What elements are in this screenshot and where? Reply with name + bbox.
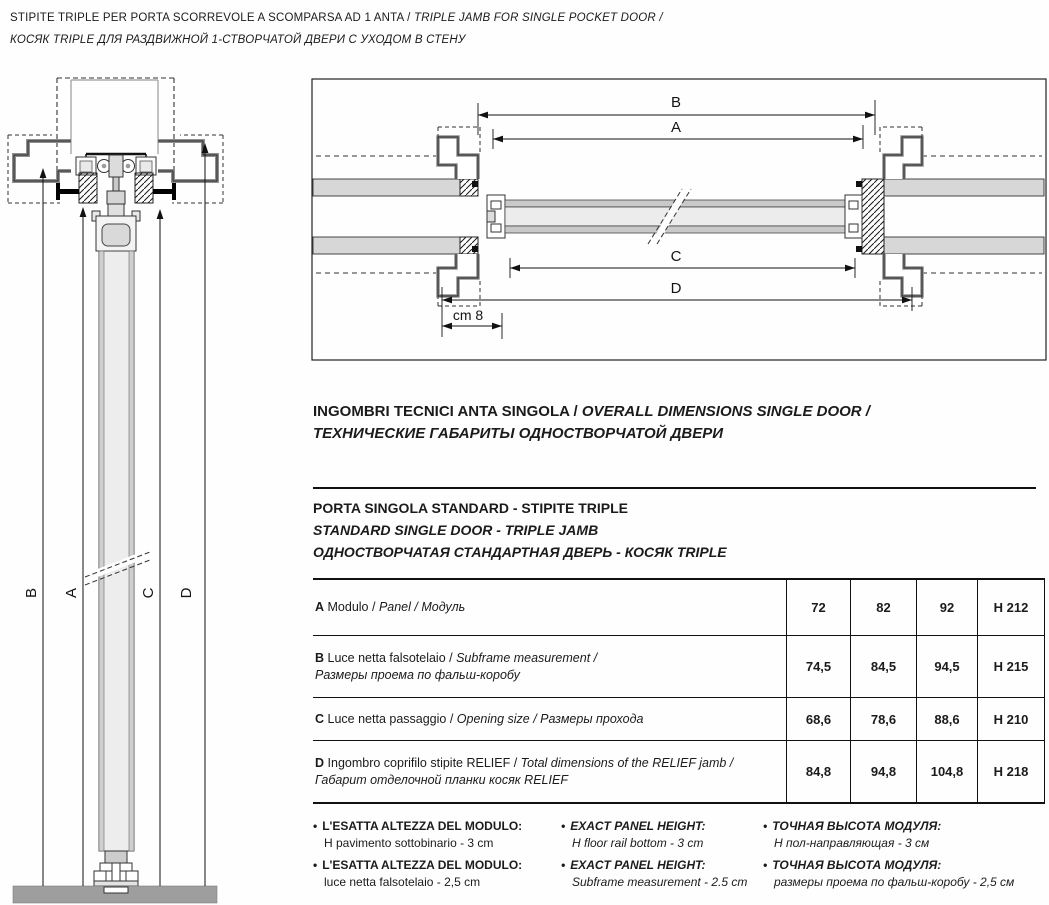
wall-right <box>862 179 1044 254</box>
dimension-label-d-vertical: D <box>178 587 195 599</box>
dimension-label-a-vertical: A <box>63 587 80 599</box>
section-heading-english: OVERALL DIMENSIONS SINGLE DOOR / <box>581 403 870 420</box>
note-item: • L'ESATTA ALTEZZA DEL MODULO: luce netta falsotelaio - 2,5 cm <box>313 857 561 891</box>
table-row <box>313 697 1045 740</box>
table-cell: 88,6 <box>916 698 977 740</box>
row-label: D Ingombro coprifilo stipite RELIEF / Total dimensions of the RELIEF jamb / Габарит отделочной планки косяк RELIEF <box>315 755 734 787</box>
jamb-left <box>438 127 480 306</box>
table-cell: 72 <box>786 580 850 635</box>
divider-rule <box>313 487 1036 489</box>
table-row <box>313 580 1045 635</box>
hatched-block-right <box>135 173 153 203</box>
table-cell: 68,6 <box>786 698 850 740</box>
note-item: • ТОЧНАЯ ВЫСОТА МОДУЛЯ: размеры проема по фальш-коробу - 2,5 см <box>763 857 1045 891</box>
table-cell: 74,5 <box>786 636 850 697</box>
table-cell: 84,5 <box>850 636 916 697</box>
table-cell: H 218 <box>977 741 1045 802</box>
dimension-label-a: A <box>670 119 682 136</box>
footnotes-italian <box>313 818 561 896</box>
note-item: • L'ESATTA ALTEZZA DEL MODULO: H pavimento sottobinario - 3 cm <box>313 818 561 852</box>
pocket-depth-label: cm 8 <box>452 307 484 323</box>
table-cell: H 215 <box>977 636 1045 697</box>
title-italian: STIPITE TRIPLE PER PORTA SCORREVOLE A SCOMPARSA AD 1 ANTA / <box>10 12 414 24</box>
hatched-block-left <box>79 173 97 203</box>
dimension-label-b-vertical: B <box>23 587 40 599</box>
table-cell: 84,8 <box>786 741 850 802</box>
note-item: • ТОЧНАЯ ВЫСОТА МОДУЛЯ: Н пол-направляющая - 3 см <box>763 818 1045 852</box>
dimension-label-d: D <box>670 280 682 297</box>
table-cell: 94,5 <box>916 636 977 697</box>
dimension-label-c-vertical: C <box>140 587 157 599</box>
table-cell: 104,8 <box>916 741 977 802</box>
section-heading <box>313 401 870 445</box>
note-item: • EXACT PANEL HEIGHT: Subframe measurement - 2.5 cm <box>561 857 763 891</box>
pocket-wall-left <box>313 179 478 254</box>
plan-view-drawing <box>310 75 1049 365</box>
subsection-heading <box>313 497 727 563</box>
note-item: • EXACT PANEL HEIGHT: H floor rail bottom - 3 cm <box>561 818 763 852</box>
subsection-heading-russian: ОДНОСТВОРЧАТАЯ СТАНДАРТНАЯ ДВЕРЬ - КОСЯК TRIPLE <box>313 544 727 560</box>
section-heading-russian: ТЕХНИЧЕСКИЕ ГАБАРИТЫ ОДНОСТВОРЧАТОЙ ДВЕРИ <box>313 425 724 442</box>
row-label: A Modulo / Panel / Модуль <box>315 600 466 614</box>
section-heading-italian: INGOMBRI TECNICI ANTA SINGOLA / <box>313 403 582 420</box>
row-label: C Luce netta passaggio / Opening size / Размеры прохода <box>315 711 644 726</box>
title-russian: КОСЯК TRIPLE ДЛЯ РАЗДВИЖНОЙ 1-СТВОРЧАТОЙ ДВЕРИ С УХОДОМ В СТЕНУ <box>10 34 466 46</box>
section-heading-line-2 <box>313 423 870 445</box>
row-key: A <box>315 600 325 614</box>
subsection-heading-italian: PORTA SINGOLA STANDARD - STIPITE TRIPLE <box>313 500 628 516</box>
dimension-label-c: C <box>670 248 682 265</box>
row-label: B Luce netta falsotelaio / Subframe measurement / Размеры проема по фальш-коробу <box>315 650 598 682</box>
footnotes-russian <box>763 818 1045 896</box>
footnotes <box>313 818 1045 896</box>
dimension-label-b: B <box>670 94 682 111</box>
table-row <box>313 635 1045 697</box>
row-key: B <box>315 650 325 665</box>
page-title-line-2 <box>10 29 663 51</box>
row-key: D <box>315 755 325 770</box>
subsection-heading-english: STANDARD SINGLE DOOR - TRIPLE JAMB <box>313 522 599 538</box>
table-cell: 78,6 <box>850 698 916 740</box>
page-title-line-1 <box>10 7 663 29</box>
floor-guide-detail <box>94 851 138 887</box>
row-key: C <box>315 711 325 726</box>
footnotes-english <box>561 818 763 896</box>
vertical-section-drawing <box>0 75 310 905</box>
strike-jamb-post <box>862 179 884 254</box>
table-cell: H 210 <box>977 698 1045 740</box>
door-panel-plan <box>487 189 862 244</box>
table-cell: 82 <box>850 580 916 635</box>
spec-table <box>313 578 1045 804</box>
section-heading-line-1 <box>313 401 870 423</box>
table-row <box>313 740 1045 802</box>
table-cell: 92 <box>916 580 977 635</box>
page-title <box>10 7 663 51</box>
door-panel <box>85 251 150 851</box>
door-top-profile <box>92 204 140 251</box>
table-cell: 94,8 <box>850 741 916 802</box>
table-cell: H 212 <box>977 580 1045 635</box>
title-english: TRIPLE JAMB FOR SINGLE POCKET DOOR / <box>413 12 663 24</box>
floor-socket <box>104 887 128 893</box>
